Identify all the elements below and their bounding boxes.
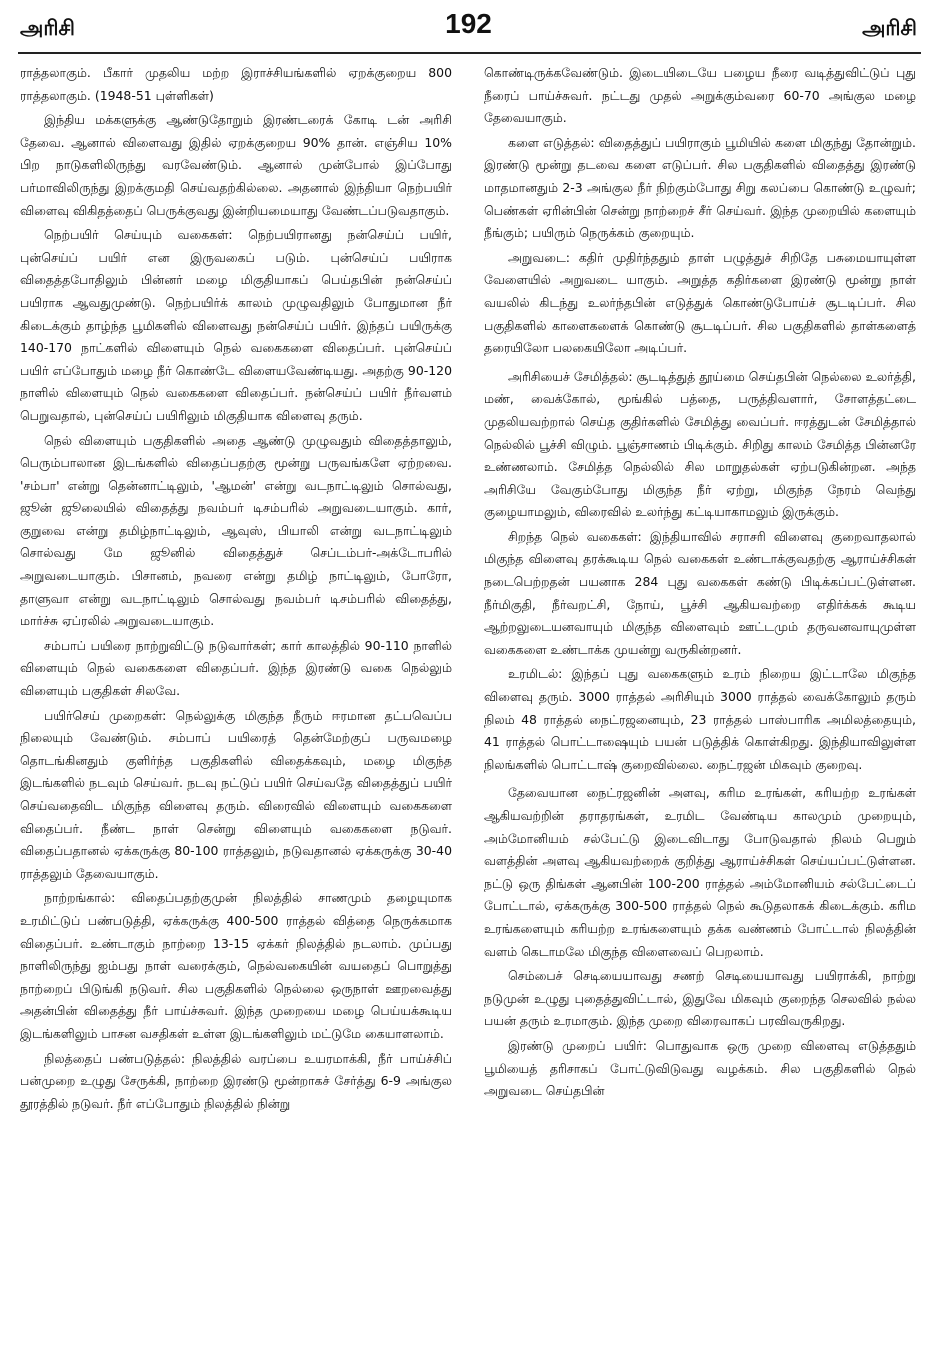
paragraph: கொண்டிருக்கவேண்டும். இடையிடையே பழைய நீரை வடித்துவிட்டுப் புது நீரைப் பாய்ச்சுவர். நட்டது முதல் அறுக்கும்வரை 60-70 அங்குல மழை தேவையாகும்.: [484, 65, 916, 126]
paragraph: செம்பைச் செடியையாவது சணற் செடியையாவது பயிராக்கி, நாற்று நடுமுன் உழுது புதைத்துவிட்டால், இதுவே மிகவும் குறைந்த செலவில் நல்ல பயன் தரும் உரமாகும். இந்த முறை விரைவாகப் பரவிவருகிறது.: [484, 968, 916, 1029]
paragraph: நாற்றங்கால்: விதைப்பதற்குமுன் நிலத்தில் சாணமும் தழையுமாக உரமிட்டுப் பண்படுத்தி, ஏக்கருக்கு 400-500 ராத்தல் வித்தை நெருக்கமாக விதைப்பர். உண்டாகும் நாற்றை 13-15 ஏக்கர் நிலத்தில் நடலாம். முப்பது நாளிலிருந்து ஐம்பது நாள் வரைக்கும், நெல்வகையின் வயதைப் பொறுத்து நாற்றைப் பிடுங்கி நடுவர். சில பகுதிகளில் நெல்லை ஒருநாள் ஊறவைத்து அதன்பின் விதைத்து நீர் பாய்ச்சுவர். இந்த முறையை மழை பெய்யக்கூடிய இடங்களிலும் பாசன வசதிகள் உள்ள இடங்களிலும் மட்டுமே கையாளலாம்.: [20, 890, 452, 1041]
paragraph: இரண்டு முறைப் பயிர்: பொதுவாக ஒரு முறை விளைவு எடுத்ததும் பூமியைத் தரிசாகப் போட்டுவிடுவது வழக்கம். சில பகுதிகளில் நெல் அறுவடை செய்தபின்: [484, 1037, 916, 1099]
paragraph: பயிர்செய் முறைகள்: நெல்லுக்கு மிகுந்த நீரும் ஈரமான தட்பவெப்ப நிலையும் வேண்டும். சம்பாப் பயிரைத் தென்மேற்குப் பருவமழை தொடங்கினதும் குளிர்ந்த பகுதிகளில் விதைக்கவும், மழை மிகுந்த இடங்களில் நடவும் செய்வர். நடவு நட்டுப் பயிர் செய்வதே விதைத்துப் பயிர் செய்வதைவிட மிகுந்த விளைவு தரும். விரைவில் விளையும் வகைகளை விதைப்பர். நீண்ட நாள் சென்று விளையும் வகைகளை நடுவர். விதைப்பதானல் ஏக்கருக்கு 80-100 ராத்தலும், நடுவதானல் ஏக்கருக்கு 30-40 ராத்தலும் தேவையாகும்.: [20, 707, 452, 881]
paragraph: அரிசியைச் சேமித்தல்: சூடடித்துத் தூய்மை செய்தபின் நெல்லை உலர்த்தி, மண், வைக்கோல், மூங்கில் பத்தை, பருத்திவளார், சோளத்தட்டை முதலியவற்றால் செய்த குதிர்களில் சேமித்து வைப்பர். ஈரத்துடன் சேமித்தால் நெல்லில் பூச்சி விழும். பூஞ்சாணம் பிடிக்கும். சிறிது காலம் சேமித்த பின்னரே உண்ணலாம். சேமித்த நெல்லில் சில மாறுதல்கள் ஏற்படுகின்றன. அந்த அரிசியே வேகும்போது மிகுந்த நீர் ஏற்று, மிகுந்த நேரம் வெந்து குழையாமலும், விரைவில் உலர்ந்து கட்டியாகாமலும் இருக்கும்.: [484, 368, 916, 520]
running-head-right: அரிசி: [862, 16, 917, 40]
paragraph: சிறந்த நெல் வகைகள்: இந்தியாவில் சராசரி விளைவு குறைவாதலால் மிகுந்த விளைவு தரக்கூடிய நெல் வகைகள் உண்டாக்குவதற்கு ஆராய்ச்சிகள் நடைபெற்றதன் பயனாக 284 புது வகைகள் கண்டு பிடிக்கப்பட்டுள்ளன. நீர்மிகுதி, நீர்வறட்சி, நோய், பூச்சி ஆகியவற்றை எதிர்க்கக் கூடிய ஆற்றலுடையனவாயும் மிகுந்த விளைவும் ஊட்டமும் தருவனவாயுமுள்ள வகைகளை உண்டாக்க முயன்று வருகின்றனர்.: [484, 528, 916, 657]
paragraph: நெற்பயிர் செய்யும் வகைகள்: நெற்பயிரானது நன்செய்ப் பயிர், புன்செய்ப் பயிர் என இருவகைப் படும். புன்செய்ப் பயிராக விதைத்தபோதிலும் பின்னர் மழை மிகுதியாகப் பெய்தபின் நன்செய்ப் பயிராக ஆவதுமுண்டு. நெற்பயிர்க் காலம் முழுவதிலும் போதுமான நீர் கிடைக்கும் தாழ்ந்த பூமிகளில் விளைவது நன்செய்ப் பயிர். இந்தப் பயிருக்கு 140-170 நாட்களில் விளையும் நெல் வகைகளை விதைப்பர். புன்செய்ப் பயிர் எப்போதும் மழை நீர் கொண்டே விளையவேண்டியது. அதற்கு 90-120 நாளில் விளையும் நெல் வகைகளை விதைப்பர். நன்செய்ப் பயிர் நீர்வளம் பெறுவதால், புன்செய்ப் பயிரிலும் மிகுதியாக விளைவு தரும்.: [20, 227, 452, 423]
paragraph: அறுவடை: கதிர் முதிர்ந்ததும் தாள் பழுத்துச் சிறிதே பசுமையாயுள்ள வேளையில் அறுவடை யாகும். அறுத்த கதிர்களை இரண்டு மூன்று நாள் வயலில் கிடந்து உலர்ந்தபின் எடுத்துக் கொண்டுபோய்ச் சூடடிப்பர். சில பகுதிகளில் காளைகளைக் கொண்டு சூடடிப்பர். சில பகுதிகளில் தாள்களைத் தரையிலோ பலகையிலோ அடிப்பர்.: [484, 249, 916, 356]
paragraph: சம்பாப் பயிரை நாற்றுவிட்டு நடுவார்கள்; கார் காலத்தில் 90-110 நாளில் விளையும் நெல் வகைகளை விதைப்பர். இந்த இரண்டு வகை நெல்லும் விளையும் பகுதிகள் சிலவே.: [20, 637, 452, 699]
running-head-left: அரிசி: [20, 16, 75, 40]
paragraph: நிலத்தைப் பண்படுத்தல்: நிலத்தில் வரப்பை உயரமாக்கி, நீர் பாய்ச்சிப் பன்முறை உழுது சேருக்கி, நாற்றை இரண்டு மூன்றாகச் சேர்த்து 6-9 அங்குல தூரத்தில் நடுவர். நீர் எப்போதும் நிலத்தில் நின்று: [20, 1050, 452, 1111]
page-number: 192: [445, 8, 492, 39]
paragraph: தேவையான நைட்ரஜனின் அளவு, கரிம உரங்கள், கரியற்ற உரங்கள் ஆகியவற்றின் தராதரங்கள், உரமிட வேண்டிய காலமும் முறையும், அம்மோனியம் சல்பேட்டு இடைவிடாது போடுவதால் நிலம் பெறும் வளத்தின் அளவு ஆகியவற்றைக் குறித்து ஆராய்ச்சிகள் செய்யப்பட்டுள்ளன. நட்டு ஒரு திங்கள் ஆனபின் 100-200 ராத்தல் அம்மோனியம் சல்பேட்டைப் போட்டால், ஏக்கருக்கு 300-500 ராத்தல் நெல் கூடுதலாகக் கிடைக்கும். கரிம உரங்களையும் கரியற்ற உரங்களையும் தக்க வண்ணம் போட்டால் நிலத்தின் வளம் கெடாமலே மிகுந்த விளைவைப் பெறலாம்.: [484, 785, 916, 959]
left-column: [20, 62, 452, 1117]
page-header: [20, 8, 917, 54]
paragraph: இந்திய மக்களுக்கு ஆண்டுதோறும் இரண்டரைக் கோடி டன் அரிசி தேவை. ஆனால் விளைவது இதில் ஏறக்குறைய 90% தான். எஞ்சிய 10% பிற நாடுகளிலிருந்து வரவேண்டும். ஆனால் முன்போல் இப்போது பர்மாவிலிருந்து இறக்குமதி செய்வதற்கில்லை. அதனால் இந்தியா நெற்பயிர் விளைவு விகிதத்தைப் பெருக்குவது இன்றியமையாது வேண்டப்படுவதாகும்.: [20, 112, 452, 218]
paragraph: நெல் விளையும் பகுதிகளில் அதை ஆண்டு முழுவதும் விதைத்தாலும், பெரும்பாலான இடங்களில் விதைப்பதற்கு மூன்று பருவங்களே ஏற்றவை. 'சம்பா' என்று தென்னாட்டிலும், 'ஆமன்' என்று வடநாட்டிலும் சொல்வது, ஜூன் ஜூலையில் விதைத்து நவம்பர் டிசம்பரில் அறுவடையாகும். கார், குறுவை என்று தமிழ்நாட்டிலும், ஆவுஸ், பியாலி என்று வடநாட்டிலும் சொல்வது மே ஜூனில் விதைத்துச் செப்டம்பர்-அக்டோபரில் அறுவடையாகும். பிசானம், நவரை என்று தமிழ் நாட்டிலும், போரோ, தாளுவா என்று வடநாட்டிலும் சொல்வது நவம்பர் டிசம்பரில் விதைத்து, மார்ச்சு ஏப்ரலில் அறுவடையாகும்.: [20, 432, 452, 629]
header-rule: [18, 52, 921, 54]
paragraph: களை எடுத்தல்: விதைத்துப் பயிராகும் பூமியில் களை மிகுந்து தோன்றும். இரண்டு மூன்று தடவை களை எடுப்பர். சில பகுதிகளில் விதைத்து இரண்டு மாதமானதும் 2-3 அங்குல நீர் நிற்கும்போது சிறு கலப்பை கொண்டு உழுவர்; பெண்கள் ஏரின்பின் சென்று நாற்றைச் சீர் செய்வர். இந்த முறையில் களையும் நீங்கும்; பயிரும் நெருக்கம் குறையும்.: [484, 134, 916, 241]
paragraph: உரமிடல்: இந்தப் புது வகைகளும் உரம் நிறைய இட்டாலே மிகுந்த விளைவு தரும். 3000 ராத்தல் அரிசியும் 3000 ராத்தல் வைக்கோலும் தரும் நிலம் 48 ராத்தல் நைட்ரஜனையும், 23 ராத்தல் பாஸ்பாரிக அமிலத்தையும், 41 ராத்தல் பொட்டாஷையும் பயன் படுத்திக் கொள்கிறது. இந்தியாவிலுள்ள நிலங்களில் பொட்டாஷ் குறைவில்லை. நைட்ரஜன் மிகவும் குறைவு.: [484, 666, 916, 772]
right-column: [484, 62, 916, 1105]
paragraph: ராத்தலாகும். பீகார் முதலிய மற்ற இராச்சியங்களில் ஏறக்குறைய 800 ராத்தலாகும். (1948-51 புள்ளிகள்): [20, 65, 452, 103]
